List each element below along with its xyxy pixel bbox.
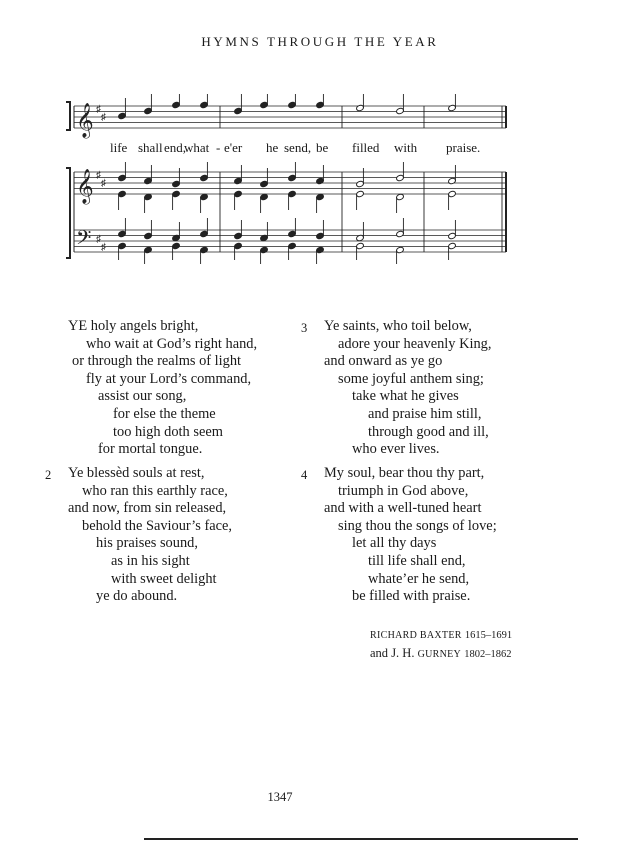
lyric-word: with	[394, 140, 418, 155]
footer-rule	[144, 838, 578, 840]
verse-line: or through the realms of light	[72, 353, 242, 370]
verse-line: and now, from sin released,	[68, 500, 227, 517]
lyric-word: what	[184, 140, 210, 155]
lyric-word: send,	[284, 140, 312, 155]
lyric-word: end,	[164, 140, 187, 155]
verse-line: as in his sight	[111, 552, 190, 569]
verse-line: Ye saints, who toil below,	[324, 318, 472, 334]
author-dates: 1615–1691	[464, 630, 513, 641]
verse-1	[68, 318, 258, 459]
verse-line: who ever lives.	[352, 441, 440, 458]
author-line-2	[370, 645, 512, 664]
lyric-word: filled	[352, 140, 380, 155]
author-initials: J. H.	[391, 645, 415, 660]
verse-line: sing thou the songs of love;	[338, 517, 497, 534]
verse-line: be filled with praise.	[352, 588, 471, 605]
running-header: HYMNS THROUGH THE YEAR	[201, 34, 439, 49]
lyric-word: e'er	[224, 140, 243, 155]
author-dates: 1802–1862	[464, 648, 512, 660]
verse-line: assist our song,	[98, 388, 187, 405]
verse-line: and with a well-tuned heart	[324, 500, 482, 517]
bass-clef-icon: 𝄢	[76, 226, 92, 254]
verse-line: too high doth seem	[113, 423, 223, 440]
verse-number: 2	[45, 468, 52, 482]
author-name: RICHARD BAXTER	[370, 630, 462, 641]
sharp-icon: ♯	[96, 104, 101, 115]
verse-line: adore your heavenly King,	[338, 335, 492, 352]
verse-line: and onward as ye go	[324, 353, 443, 370]
verse-line: Ye blessèd souls at rest,	[68, 465, 205, 481]
sharp-icon: ♯	[96, 170, 101, 181]
verse-line: whate’er he send,	[368, 570, 470, 587]
verse-line: who wait at God’s right hand,	[86, 335, 258, 352]
lyric-word: praise.	[446, 140, 481, 155]
verse-3	[324, 318, 491, 459]
bracket	[66, 168, 70, 258]
bracket	[66, 102, 70, 130]
verse-line: triumph in God above,	[338, 482, 469, 499]
sharp-icon: ♯	[101, 178, 106, 189]
verse-line: let all thy days	[352, 535, 437, 552]
treble-clef-icon: 𝄞	[76, 169, 94, 204]
author-line-1	[370, 626, 512, 645]
verse-line: for else the theme	[113, 405, 216, 422]
treble-clef-icon: 𝄞	[76, 103, 94, 138]
lyric-word: life	[110, 140, 128, 155]
verse-line: My soul, bear thou thy part,	[324, 465, 485, 481]
verse-line: his praises sound,	[96, 535, 198, 552]
verse-line: through good and ill,	[368, 423, 489, 440]
sharp-icon: ♯	[101, 242, 106, 253]
verse-number: 3	[301, 321, 308, 335]
lyric-word: be	[316, 140, 329, 155]
verse-line: behold the Saviour’s face,	[82, 517, 232, 534]
lyric-word: -	[216, 140, 221, 155]
sharp-icon: ♯	[96, 234, 101, 245]
verse-line: with sweet delight	[111, 570, 217, 587]
verse-line: fly at your Lord’s command,	[86, 370, 252, 387]
verse-line: YE holy angels bright,	[68, 318, 199, 334]
verse-line: who ran this earthly race,	[82, 482, 228, 499]
verse-line: and praise him still,	[368, 405, 482, 422]
verse-number: 4	[301, 468, 308, 482]
verse-line: for mortal tongue.	[98, 441, 203, 458]
author-prefix: and	[370, 645, 389, 660]
author-name: GURNEY	[417, 648, 462, 660]
lyric-word: shall	[138, 140, 163, 155]
page-number: 1347	[267, 790, 293, 804]
author-credit	[370, 626, 512, 663]
verse-line: till life shall end,	[368, 552, 466, 569]
verse-line: some joyful anthem sing;	[338, 370, 484, 387]
lyric-word: he	[266, 140, 279, 155]
music-score	[60, 94, 510, 274]
sharp-icon: ♯	[101, 112, 106, 123]
verse-line: take what he gives	[352, 388, 459, 405]
verse-2	[68, 465, 232, 606]
verse-line: ye do abound.	[96, 588, 178, 605]
verse-4	[324, 465, 497, 606]
